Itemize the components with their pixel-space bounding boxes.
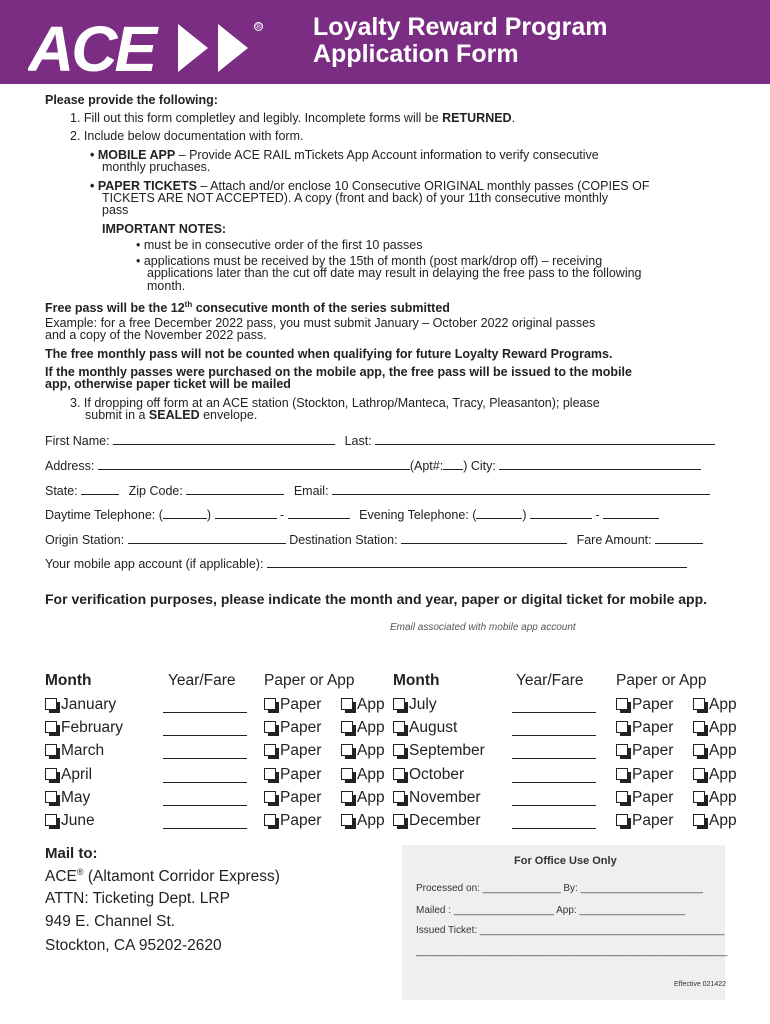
name-row	[45, 434, 715, 448]
month-label-november: November	[409, 788, 481, 806]
col-paper-right: Paper	[616, 672, 658, 689]
month-checkbox-march[interactable]	[45, 744, 57, 756]
paper-tickets-label: • PAPER TICKETS	[90, 179, 197, 193]
month-checkbox-december[interactable]	[393, 814, 405, 826]
app-option-february	[341, 719, 385, 737]
month-label-december: December	[409, 812, 481, 829]
instruction-item-3: 3. If dropping off form at an ACE station (Stockton, Lathrop/Manteca, Tracy, Pleasanton); please	[70, 396, 600, 410]
month-label-august: August	[409, 719, 458, 737]
zip-label: Zip Code:	[128, 484, 183, 498]
month-checkbox-september[interactable]	[393, 744, 405, 756]
form-title-line1: Loyalty Reward Program	[313, 13, 608, 41]
evening-number-field[interactable]	[603, 508, 659, 519]
paper-option-november	[616, 789, 673, 807]
app-label-june: App	[357, 812, 385, 829]
month-row-march	[45, 742, 104, 760]
email-label: Email:	[293, 484, 329, 498]
paper-label-march: Paper	[280, 742, 322, 760]
app-label-july: App	[709, 696, 737, 713]
paper-label-september: Paper	[632, 742, 674, 760]
form-title	[313, 14, 608, 68]
app-option-may	[341, 789, 385, 807]
col-month-right: Month	[393, 672, 440, 689]
mobile-account-field[interactable]	[267, 557, 687, 568]
app-option-july	[693, 696, 737, 714]
month-row-june	[45, 812, 95, 830]
year-fare-field-june[interactable]	[163, 818, 247, 829]
month-row-may	[45, 789, 90, 807]
instruction-item-1-end: .	[511, 111, 516, 125]
month-row-november	[393, 789, 481, 807]
fare-amount-label: Fare Amount:	[576, 533, 652, 547]
month-row-october	[393, 766, 464, 784]
paper-tickets-text-2: TICKETS ARE NOT ACCEPTED). A copy (front and back) of your 11th consecutive monthly	[102, 191, 608, 205]
month-label-february: February	[61, 719, 124, 737]
app-option-january	[341, 696, 385, 714]
evening-telephone-label: Evening Telephone: (	[359, 508, 477, 522]
instruction-item-3-line-2	[85, 409, 257, 422]
sealed-text: SEALED	[148, 408, 200, 422]
paper-checkbox-november[interactable]	[616, 791, 628, 803]
address-field[interactable]	[98, 459, 410, 470]
paper-option-february	[264, 719, 321, 737]
app-checkbox-september[interactable]	[693, 744, 705, 756]
last-name-field[interactable]	[375, 434, 715, 445]
month-row-august	[393, 719, 457, 737]
important-notes-heading: IMPORTANT NOTES:	[102, 222, 227, 236]
paper-label-april: Paper	[280, 765, 322, 783]
evening-dash: -	[595, 508, 600, 522]
paper-option-january	[264, 696, 321, 714]
daytime-number-field[interactable]	[288, 508, 350, 519]
app-option-june	[341, 812, 385, 830]
col-or-left: or	[309, 672, 324, 689]
paper-label-may: Paper	[280, 788, 322, 806]
paper-option-april	[264, 766, 321, 784]
state-field[interactable]	[81, 484, 119, 495]
verification-heading: For verification purposes, please indicate the month and year, paper or digital ticket for mobile app.	[45, 591, 708, 607]
month-row-september	[393, 742, 485, 760]
example-line-1: Example: for a free December 2022 pass, you must submit January – October 2022 original passes	[45, 316, 596, 330]
apt-field[interactable]	[443, 459, 463, 470]
app-label-september: App	[709, 742, 737, 760]
destination-station-field[interactable]	[401, 533, 567, 544]
month-label-may: May	[61, 788, 91, 806]
month-checkbox-july[interactable]	[393, 698, 405, 710]
app-option-december	[693, 812, 737, 830]
free-pass-superscript: th	[184, 300, 193, 309]
mail-registered: ®	[76, 867, 84, 877]
year-fare-field-april[interactable]	[163, 772, 247, 783]
paper-checkbox-october[interactable]	[616, 768, 628, 780]
year-fare-field-november[interactable]	[512, 795, 596, 806]
example-line-2: and a copy of the November 2022 pass.	[45, 328, 267, 342]
paper-option-may	[264, 789, 321, 807]
app-checkbox-april[interactable]	[341, 768, 353, 780]
paper-tickets-text-3: pass	[102, 203, 129, 217]
month-checkbox-may[interactable]	[45, 791, 57, 803]
paper-label-february: Paper	[280, 719, 322, 737]
paper-checkbox-january[interactable]	[264, 698, 276, 710]
app-option-april	[341, 766, 385, 784]
mail-ace-full: (Altamont Corridor Express)	[83, 868, 280, 886]
paper-option-december	[616, 812, 673, 830]
registered-mark: ®	[255, 22, 262, 31]
free-pass-text-end: consecutive month of the series submitted	[192, 301, 450, 316]
app-label-may: App	[357, 788, 385, 806]
col-month-left: Month	[45, 672, 92, 689]
origin-station-field[interactable]	[128, 533, 286, 544]
form-title-line2: Application Form	[313, 40, 519, 68]
first-name-label: First Name:	[45, 434, 110, 448]
paper-label-june: Paper	[280, 812, 322, 829]
paper-checkbox-february[interactable]	[264, 721, 276, 733]
app-option-march	[341, 742, 385, 760]
evening-area-code-field[interactable]	[476, 508, 522, 519]
month-checkbox-january[interactable]	[45, 698, 57, 710]
year-fare-field-july[interactable]	[512, 702, 596, 713]
paper-option-october	[616, 766, 673, 784]
app-option-november	[693, 789, 737, 807]
zip-field[interactable]	[186, 484, 284, 495]
month-checkbox-april[interactable]	[45, 768, 57, 780]
month-label-january: January	[61, 696, 117, 713]
month-label-july: July	[409, 696, 437, 713]
year-fare-field-august[interactable]	[512, 725, 596, 736]
paper-option-september	[616, 742, 673, 760]
paper-label-july: Paper	[632, 696, 674, 713]
paper-checkbox-september[interactable]	[616, 744, 628, 756]
paper-option-august	[616, 719, 673, 737]
last-name-label: Last:	[344, 434, 372, 448]
month-label-september: September	[409, 742, 485, 760]
month-checkbox-october[interactable]	[393, 768, 405, 780]
free-pass-text: Free pass will be the 12	[45, 301, 185, 316]
app-checkbox-march[interactable]	[341, 744, 353, 756]
app-label-november: App	[709, 788, 737, 806]
month-label-march: March	[61, 742, 105, 760]
daytime-area-code-field[interactable]	[163, 508, 207, 519]
paper-option-june	[264, 812, 321, 830]
paper-checkbox-may[interactable]	[264, 791, 276, 803]
office-blank-line: ________________________________________________________	[416, 946, 728, 957]
app-option-october	[693, 766, 737, 784]
month-row-january	[45, 696, 116, 714]
returned-text: RETURNED	[442, 111, 512, 125]
mail-line-2: ATTN: Ticketing Dept. LRP	[45, 890, 230, 907]
month-label-april: April	[61, 765, 93, 783]
paper-tickets-text: – Attach and/or enclose 10 Consecutive ORIGINAL monthly passes (COPIES OF	[196, 179, 650, 193]
evening-paren: )	[522, 508, 527, 522]
evening-prefix-field[interactable]	[530, 508, 592, 519]
paper-label-november: Paper	[632, 788, 674, 806]
app-label-august: App	[709, 719, 737, 737]
not-counted-statement: The free monthly pass will not be counted when qualifying for future Loyalty Reward Programs.	[45, 347, 613, 361]
paper-checkbox-march[interactable]	[264, 744, 276, 756]
col-year-right: Year/Fare	[516, 672, 584, 689]
note-2: • applications must be received by the 15th of month (post mark/drop off) – receiving	[136, 254, 603, 268]
origin-station-label: Origin Station:	[45, 533, 125, 547]
app-label-march: App	[357, 742, 385, 760]
app-option-august	[693, 719, 737, 737]
year-fare-field-september[interactable]	[512, 748, 596, 759]
apt-label: (Apt#:	[409, 459, 444, 473]
mail-line-1	[45, 867, 280, 886]
month-row-february	[45, 719, 123, 737]
month-label-june: June	[61, 812, 95, 829]
city-field[interactable]	[499, 459, 701, 470]
mobile-account-label: Your mobile app account (if applicable):	[45, 557, 264, 571]
effective-date: Effective 021422	[674, 981, 727, 988]
paper-option-july	[616, 696, 673, 714]
office-mailed: Mailed : __________________ App: ___________________	[416, 905, 686, 916]
app-checkbox-july[interactable]	[693, 698, 705, 710]
office-use-box	[402, 845, 728, 1000]
app-option-september	[693, 742, 737, 760]
mail-ace: ACE	[45, 868, 77, 886]
month-checkbox-august[interactable]	[393, 721, 405, 733]
app-checkbox-december[interactable]	[693, 814, 705, 826]
month-row-july	[393, 696, 437, 714]
app-checkbox-may[interactable]	[341, 791, 353, 803]
sealed-prefix: submit in a	[85, 408, 149, 422]
paper-label-october: Paper	[632, 765, 674, 783]
col-or-right: or	[661, 672, 676, 689]
col-paper-app-left	[264, 672, 355, 690]
first-name-field[interactable]	[113, 434, 335, 445]
note-2-line-3: month.	[147, 279, 186, 293]
paper-label-august: Paper	[632, 719, 674, 737]
email-note: Email associated with mobile app account	[390, 622, 576, 633]
station-row	[45, 533, 703, 547]
app-checkbox-june[interactable]	[341, 814, 353, 826]
mobile-account-row	[45, 557, 687, 571]
sealed-suffix: envelope.	[199, 408, 258, 422]
mobile-app-label: • MOBILE APP	[90, 148, 176, 162]
app-checkbox-february[interactable]	[341, 721, 353, 733]
app-checkbox-october[interactable]	[693, 768, 705, 780]
app-checkbox-january[interactable]	[341, 698, 353, 710]
mail-line-3: 949 E. Channel St.	[45, 913, 176, 930]
daytime-prefix-field[interactable]	[215, 508, 277, 519]
paper-label-january: Paper	[280, 696, 322, 713]
mobile-issue-statement-2: app, otherwise paper ticket will be mailed	[45, 377, 291, 391]
header-banner	[0, 0, 770, 84]
month-row-april	[45, 766, 92, 784]
year-fare-field-february[interactable]	[163, 725, 247, 736]
year-fare-field-march[interactable]	[163, 748, 247, 759]
app-label-february: App	[357, 719, 385, 737]
state-row	[45, 484, 710, 498]
paper-checkbox-december[interactable]	[616, 814, 628, 826]
year-fare-field-january[interactable]	[163, 702, 247, 713]
office-processed: Processed on: ______________ By: ______________________	[416, 883, 703, 894]
daytime-paren: )	[206, 508, 212, 522]
instruction-item-1	[70, 112, 515, 125]
col-paper-left: Paper	[264, 672, 306, 689]
mobile-issue-statement: If the monthly passes were purchased on the mobile app, the free pass will be issued to the mobile	[45, 365, 632, 379]
state-label: State:	[45, 484, 78, 498]
destination-station-label: Destination Station:	[289, 533, 398, 547]
note-2-line-2: applications later than the cut off date may result in delaying the free pass to the following	[147, 266, 642, 280]
free-pass-statement	[45, 298, 450, 315]
month-checkbox-february[interactable]	[45, 721, 57, 733]
address-row	[45, 459, 701, 473]
mobile-app-text: – Provide ACE RAIL mTickets App Account information to verify consecutive	[175, 148, 599, 162]
col-app-left: App	[326, 672, 355, 689]
month-label-october: October	[409, 765, 465, 783]
paper-option-march	[264, 742, 321, 760]
fare-amount-field[interactable]	[655, 533, 703, 544]
month-checkbox-november[interactable]	[393, 791, 405, 803]
ace-logo	[28, 14, 278, 76]
instructions-heading: Please provide the following:	[45, 93, 218, 107]
month-checkbox-june[interactable]	[45, 814, 57, 826]
office-heading: For Office Use Only	[514, 855, 617, 867]
city-label: City:	[470, 459, 496, 473]
paper-checkbox-june[interactable]	[264, 814, 276, 826]
year-fare-field-may[interactable]	[163, 795, 247, 806]
instruction-item-2: 2. Include below documentation with form.	[70, 129, 304, 143]
paper-checkbox-august[interactable]	[616, 721, 628, 733]
mobile-app-text-2: monthly pruchases.	[102, 160, 211, 174]
col-paper-app-right	[616, 672, 707, 690]
paper-label-december: Paper	[632, 812, 674, 829]
instruction-item-1-text: 1. Fill out this form completley and legibly. Incomplete forms will be	[70, 111, 443, 125]
telephone-row	[45, 508, 659, 522]
apt-close: )	[463, 459, 468, 473]
app-label-april: App	[357, 765, 385, 783]
paper-checkbox-april[interactable]	[264, 768, 276, 780]
office-issued: Issued Ticket: ____________________________________________	[416, 925, 725, 936]
svg-text:ACE: ACE	[28, 14, 155, 76]
daytime-dash: -	[280, 508, 285, 522]
year-fare-field-december[interactable]	[512, 818, 596, 829]
col-year-left: Year/Fare	[168, 672, 236, 689]
mail-heading: Mail to:	[45, 845, 98, 862]
month-row-december	[393, 812, 481, 830]
daytime-telephone-label: Daytime Telephone: (	[45, 508, 163, 522]
year-fare-field-october[interactable]	[512, 772, 596, 783]
app-checkbox-november[interactable]	[693, 791, 705, 803]
app-label-january: App	[357, 696, 385, 713]
mail-line-4: Stockton, CA 95202-2620	[45, 937, 222, 954]
app-label-december: App	[709, 812, 737, 829]
app-checkbox-august[interactable]	[693, 721, 705, 733]
app-label-october: App	[709, 765, 737, 783]
address-label: Address:	[45, 459, 95, 473]
note-1: • must be in consecutive order of the first 10 passes	[136, 238, 423, 252]
paper-checkbox-july[interactable]	[616, 698, 628, 710]
col-app-right: App	[678, 672, 707, 689]
email-field[interactable]	[332, 484, 710, 495]
